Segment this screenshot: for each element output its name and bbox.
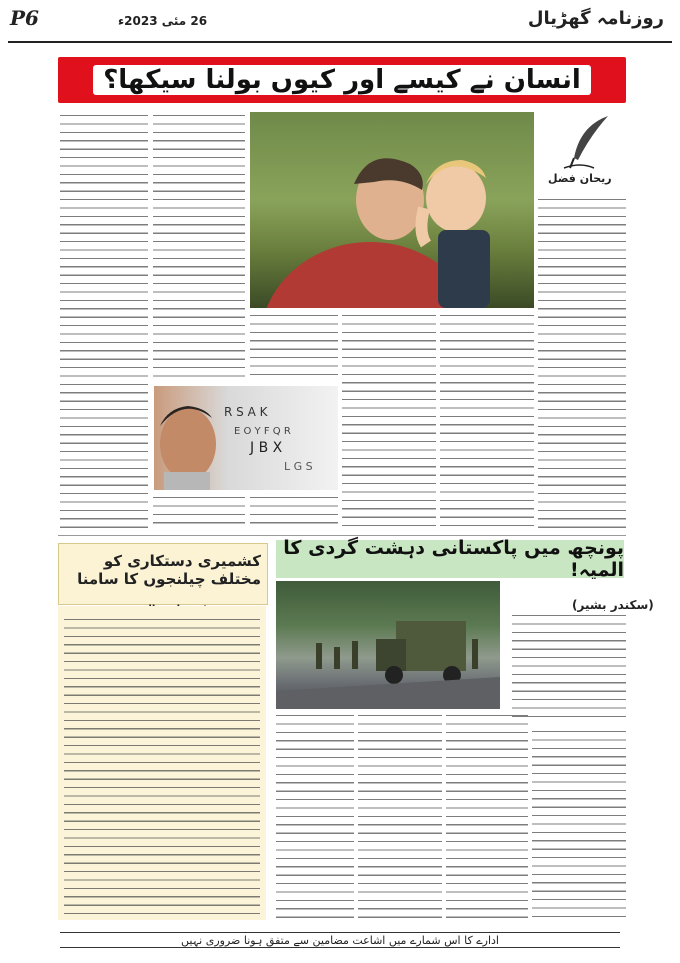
text-column: [440, 312, 534, 530]
kashmir-headline-box: [58, 543, 268, 605]
svg-text:E O Y F Q R: E O Y F Q R: [234, 426, 291, 437]
headline-banner: [58, 57, 626, 103]
text-column: [60, 112, 148, 530]
masthead: روزنامہ گھڑیال: [527, 8, 664, 29]
text-column: [358, 712, 442, 922]
text-column: [153, 494, 245, 530]
father-child-photo: [250, 112, 534, 308]
speaking-letters-photo: [154, 386, 338, 490]
poonch-headline-banner: [276, 537, 624, 581]
poonch-byline: (سکندر بشیر): [572, 598, 654, 612]
footer-disclaimer: [60, 932, 620, 948]
disclaimer-text: ادارے کا اس شمارے میں اشاعت مضامین سے متفق ہونا ضروری نہیں: [181, 933, 499, 947]
text-column: [64, 616, 260, 916]
text-column: [538, 196, 626, 530]
text-column: [342, 312, 436, 530]
poonch-headline: پونچھ میں پاکستانی دہشت گردی کا المیہ!: [283, 537, 624, 581]
issue-date: 26 مئی 2023ء: [118, 14, 208, 28]
text-column: [512, 612, 626, 722]
text-column: [532, 728, 626, 922]
header-rule: [8, 41, 672, 43]
main-byline: ریحان فضل: [548, 172, 612, 185]
kashmir-headline: کشمیری دستکاری کو مختلف چیلنجوں کا سامنا: [77, 552, 261, 588]
text-column: [250, 312, 338, 380]
kashmir-body: [58, 606, 266, 920]
svg-text:J B X: J B X: [250, 440, 283, 456]
text-column: [250, 494, 338, 530]
svg-text:L G S: L G S: [284, 460, 313, 473]
svg-text:R S A K: R S A K: [224, 405, 268, 419]
army-vehicle-photo: [276, 581, 500, 709]
page-number: P6: [10, 6, 39, 30]
quill-pen-icon: [560, 112, 618, 172]
section-divider: [58, 535, 626, 536]
text-column: [276, 712, 354, 922]
text-column: [153, 112, 245, 380]
text-column: [446, 712, 528, 922]
main-headline: انسان نے کیسے اور کیوں بولنا سیکھا؟: [93, 65, 591, 95]
